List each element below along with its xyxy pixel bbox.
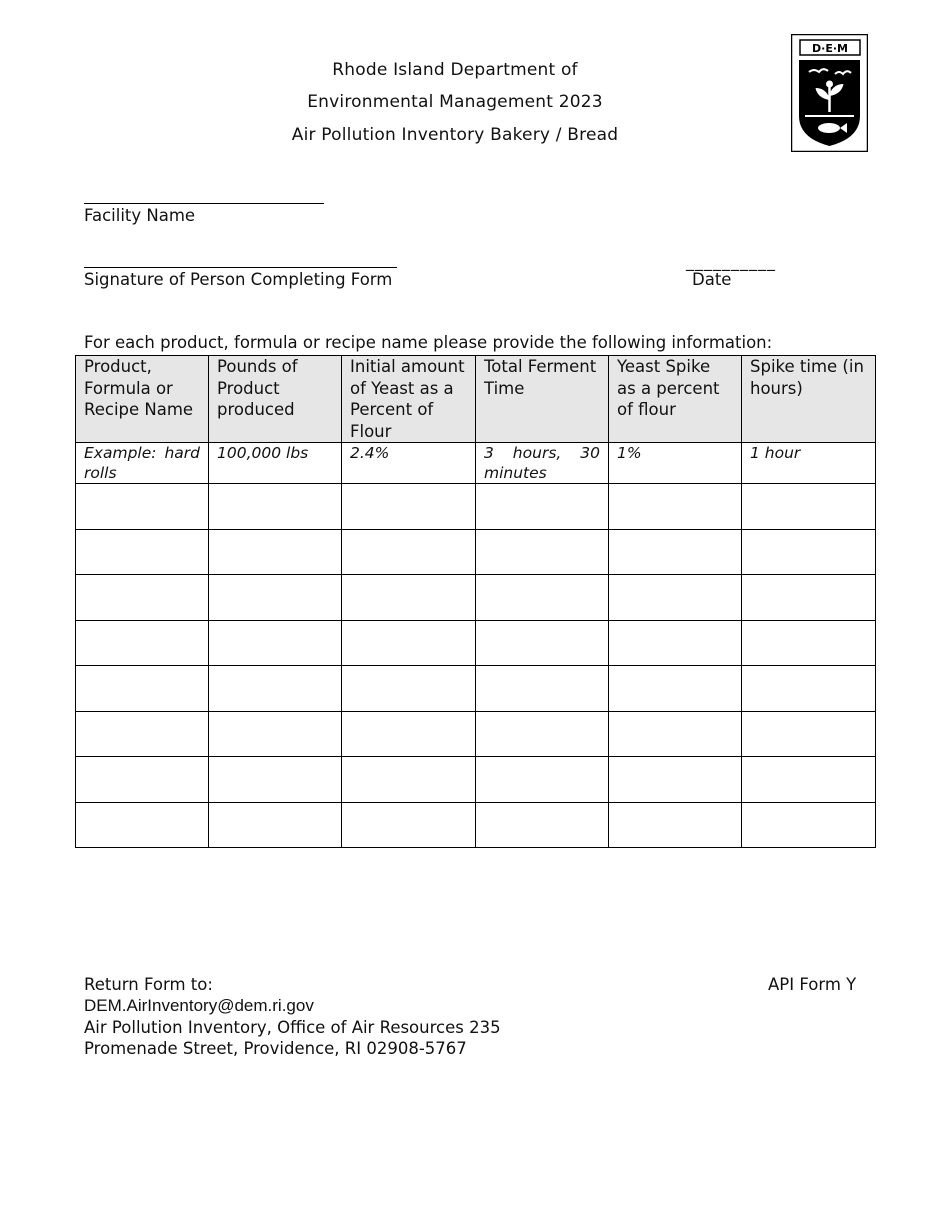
table-cell[interactable] [209, 711, 342, 757]
table-row [76, 757, 876, 803]
table-cell[interactable] [476, 711, 609, 757]
column-header-pounds: Pounds of Product produced [209, 356, 342, 443]
table-cell[interactable] [342, 620, 476, 666]
date-label: Date [692, 270, 732, 289]
example-yeast-spike: 1% [609, 443, 742, 484]
example-product: Example: hard rolls [76, 443, 209, 484]
table-cell[interactable] [342, 484, 476, 530]
table-cell[interactable] [76, 711, 209, 757]
table-cell[interactable] [609, 575, 742, 621]
table-cell[interactable] [742, 802, 876, 848]
table-cell[interactable] [609, 711, 742, 757]
return-label: Return Form to: [84, 975, 213, 994]
table-cell[interactable] [209, 666, 342, 712]
table-cell[interactable] [342, 575, 476, 621]
example-pounds: 100,000 lbs [209, 443, 342, 484]
table-cell[interactable] [342, 529, 476, 575]
logo-text: D·E·M [812, 42, 848, 55]
table-cell[interactable] [342, 711, 476, 757]
example-spike-time: 1 hour [742, 443, 876, 484]
column-header-product: Product, Formula or Recipe Name [76, 356, 209, 443]
table-cell[interactable] [476, 757, 609, 803]
table-cell[interactable] [476, 529, 609, 575]
table-cell[interactable] [609, 484, 742, 530]
example-ferment-time: 3 hours, 30 minutes [476, 443, 609, 484]
table-row [76, 529, 876, 575]
address-line-1: Air Pollution Inventory, Office of Air Resources 235 [84, 1018, 501, 1037]
table-cell[interactable] [609, 529, 742, 575]
address-line-2: Promenade Street, Providence, RI 02908-5767 [84, 1039, 467, 1058]
table-cell[interactable] [742, 529, 876, 575]
date-line[interactable]: __________ [686, 252, 776, 271]
table-row [76, 802, 876, 848]
table-cell[interactable] [476, 484, 609, 530]
table-cell[interactable] [209, 529, 342, 575]
table-cell[interactable] [476, 620, 609, 666]
column-header-initial-yeast: Initial amount of Yeast as a Percent of Flour [342, 356, 476, 443]
header-line-3: Air Pollution Inventory Bakery / Bread [291, 125, 619, 145]
signature-label: Signature of Person Completing Form [84, 270, 393, 289]
table-cell[interactable] [76, 757, 209, 803]
column-header-ferment-time: Total Ferment Time [476, 356, 609, 443]
table-cell[interactable] [476, 666, 609, 712]
return-email-link[interactable]: DEM.AirInventory@dem.ri.gov [84, 996, 314, 1015]
table-cell[interactable] [476, 575, 609, 621]
table-row [76, 484, 876, 530]
example-initial-yeast: 2.4% [342, 443, 476, 484]
column-header-spike-time: Spike time (in hours) [742, 356, 876, 443]
table-row [76, 620, 876, 666]
product-table [75, 355, 876, 848]
example-row [76, 443, 876, 484]
facility-name-label: Facility Name [84, 206, 196, 225]
table-cell[interactable] [742, 484, 876, 530]
table-cell[interactable] [209, 575, 342, 621]
table-row [76, 575, 876, 621]
table-cell[interactable] [742, 620, 876, 666]
table-cell[interactable] [209, 620, 342, 666]
table-cell[interactable] [76, 484, 209, 530]
table-row [76, 711, 876, 757]
facility-name-line[interactable] [84, 203, 324, 204]
signature-line[interactable] [84, 267, 397, 268]
table-cell[interactable] [742, 666, 876, 712]
table-cell[interactable] [76, 529, 209, 575]
table-cell[interactable] [342, 802, 476, 848]
table-cell[interactable] [76, 575, 209, 621]
table-cell[interactable] [742, 711, 876, 757]
table-cell[interactable] [76, 620, 209, 666]
table-cell[interactable] [342, 757, 476, 803]
column-header-yeast-spike: Yeast Spike as a percent of flour [609, 356, 742, 443]
table-cell[interactable] [609, 757, 742, 803]
table-cell[interactable] [209, 802, 342, 848]
table-cell[interactable] [609, 620, 742, 666]
table-header-row [76, 356, 876, 443]
table-cell[interactable] [76, 666, 209, 712]
table-cell[interactable] [342, 666, 476, 712]
dem-shield-logo [791, 34, 868, 152]
table-cell[interactable] [76, 802, 209, 848]
table-cell[interactable] [609, 666, 742, 712]
table-row [76, 666, 876, 712]
table-cell[interactable] [742, 575, 876, 621]
table-cell[interactable] [742, 757, 876, 803]
table-cell[interactable] [609, 802, 742, 848]
instructions-text: For each product, formula or recipe name please provide the following information: [84, 333, 773, 352]
table-cell[interactable] [476, 802, 609, 848]
header-line-2: Environmental Management 2023 [307, 92, 603, 112]
header-line-1: Rhode Island Department of [332, 60, 578, 80]
form-id: API Form Y [768, 975, 857, 994]
table-cell[interactable] [209, 484, 342, 530]
table-cell[interactable] [209, 757, 342, 803]
